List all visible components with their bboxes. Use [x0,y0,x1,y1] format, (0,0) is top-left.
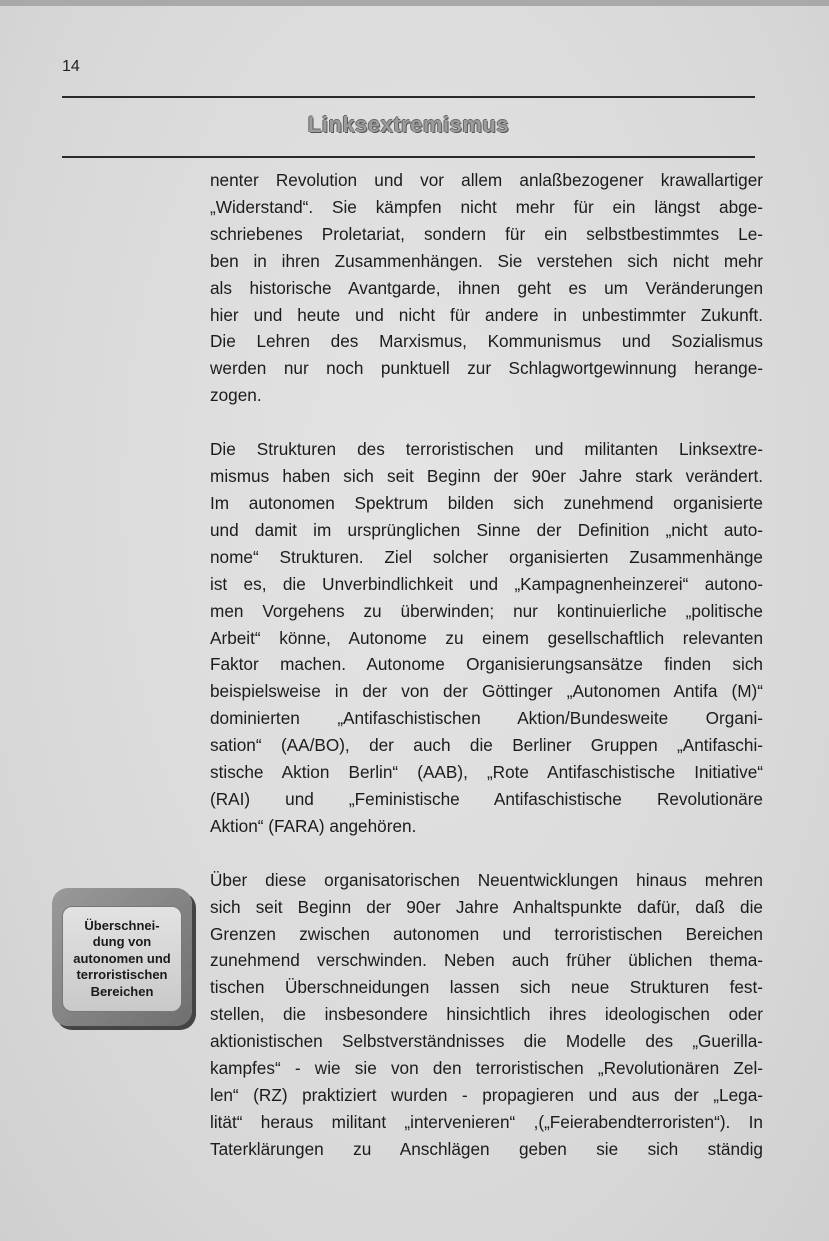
text-line: Grenzen zwischen autonomen und terroristischen Bereichen [210,923,763,944]
text-line: sich seit Beginn der 90er Jahre Anhaltspunkte dafür, daß die [210,896,763,917]
page-top-edge [0,0,829,6]
text-line: Taterklärungen zu Anschlägen geben sie sich ständig [210,1138,763,1159]
text-line: (RAI) und „Feministische Antifaschistische Revolutionäre [210,788,763,809]
text-line: hier und heute und nicht für andere in unbestimmter Zukunft. [210,304,763,325]
text-line: nenter Revolution und vor allem anlaßbezogener krawallartiger [210,170,763,190]
text-line: Die Lehren des Marxismus, Kommunismus und Sozialismus [210,331,763,352]
text-line: tischen Überschneidungen lassen sich neue Strukturen fest- [210,977,763,998]
paragraph-1 [210,167,763,409]
text-line: und damit im ursprünglichen Sinne der Definition „nicht auto- [210,519,763,540]
margin-note-box [52,888,192,1026]
paragraph-3 [210,867,763,1163]
text-line: kampfes“ - wie sie von den terroristischen „Revolutionären Zel- [210,1058,763,1079]
text-line: dominierten „Antifaschistischen Aktion/Bundesweite Organi- [210,708,763,729]
text-line: „Widerstand“. Sie kämpfen nicht mehr für ein längst abge- [210,196,763,217]
text-line: aktionistischen Selbstverständnisses die Modelle des „Guerilla- [210,1031,763,1052]
margin-note-inner [62,906,182,1012]
text-line: beispielsweise in der von der Göttinger „Autonomen Antifa (M)“ [210,681,763,702]
text-line: stische Aktion Berlin“ (AAB), „Rote Antifaschistische Initiative“ [210,762,763,783]
text-line: Im autonomen Spektrum bilden sich zunehmend organisierte [210,492,763,513]
running-title: Linksextremismus [307,112,510,137]
paragraph-2 [210,436,763,840]
margin-note-text: Überschnei- dung von autonomen und terroristischen Bereichen [73,917,171,999]
text-line: Über diese organisatorischen Neuentwicklungen hinaus mehren [210,869,763,890]
text-line: werden nur noch punktuell zur Schlagwortgewinnung herange- [210,358,763,379]
text-line: Aktion“ (FARA) angehören. [210,815,417,836]
text-line: Faktor machen. Autonome Organisierungsansätze finden sich [210,654,763,675]
text-line: sation“ (AA/BO), der auch die Berliner Gruppen „Antifaschi- [210,735,763,756]
text-line: stellen, die insbesondere hinsichtlich ihres ideologischen oder [210,1004,763,1025]
header-rule-bottom [62,156,755,158]
text-line: Die Strukturen des terroristischen und militanten Linksextre- [210,439,763,460]
text-line: lität“ heraus militant „intervenieren“ ,(„Feierabendterroristen“). In [210,1111,763,1132]
text-line: ist es, die Unverbindlichkeit und „Kampagnenheinzerei“ autono- [210,573,763,594]
text-line: schriebenes Proletariat, sondern für ein selbstbestimmtes Le- [210,223,763,244]
text-line: zogen. [210,385,262,406]
text-line: nome“ Strukturen. Ziel solcher organisierten Zusammenhänge [210,546,763,567]
header-rule-top [62,96,755,98]
text-line: zunehmend verschwinden. Neben auch früher üblichen thema- [210,950,763,971]
text-line: mismus haben sich seit Beginn der 90er Jahre stark verändert. [210,466,763,487]
text-line: len“ (RZ) praktiziert wurden - propagieren und aus der „Lega- [210,1085,763,1105]
text-line: men Vorgehens zu überwinden; nur kontinuierliche „politische [210,600,763,621]
text-line: Arbeit“ könne, Autonome zu einem gesellschaftlich relevanten [210,627,763,648]
body-text [210,167,763,1190]
text-line: ben in ihren Zusammenhängen. Sie verstehen sich nicht mehr [210,250,763,271]
page-number: 14 [62,58,80,75]
text-line: als historische Avantgarde, ihnen geht es um Veränderungen [210,277,763,298]
